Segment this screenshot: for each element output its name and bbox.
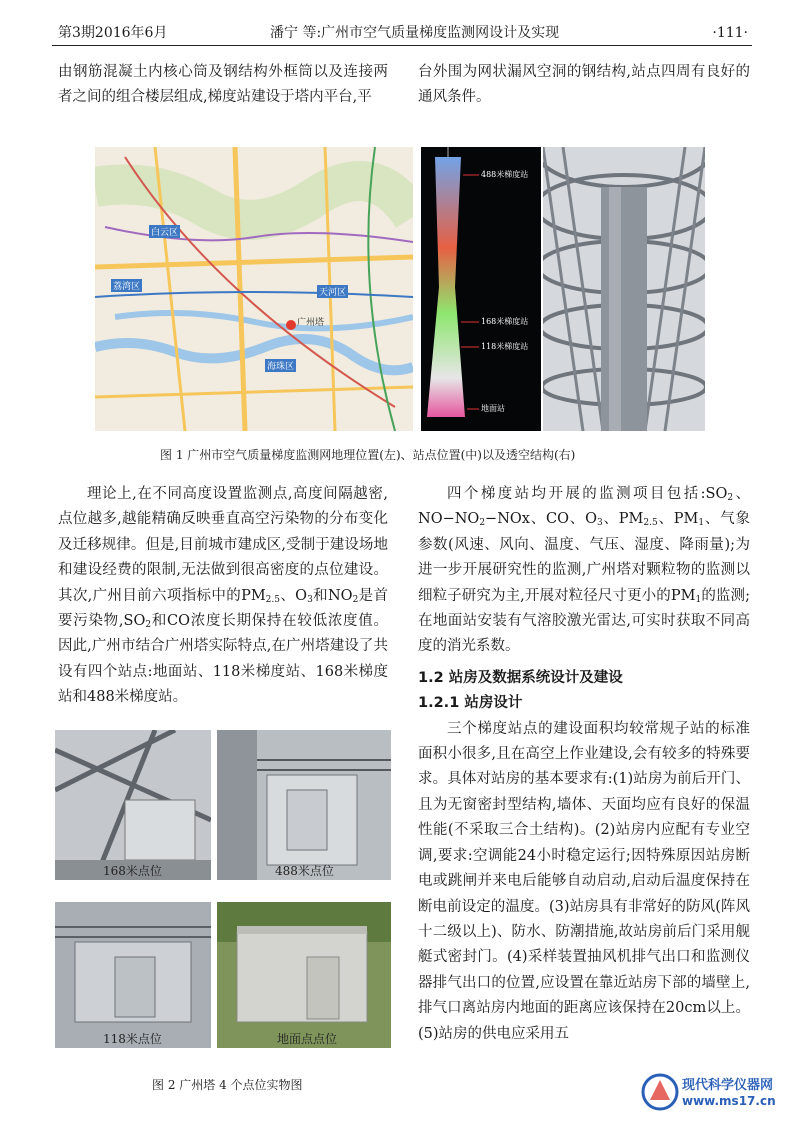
map-label-haizhu: 海珠区	[265, 359, 296, 372]
photo-label-168: 168米点位	[103, 864, 162, 878]
figure-1-caption: 图 1 广州市空气质量梯度监测网地理位置(左)、站点位置(中)以及透空结构(右)	[160, 448, 576, 462]
photo-label-118: 118米点位	[103, 1032, 162, 1046]
page-number: ·111·	[712, 25, 748, 41]
lattice-graphic	[543, 147, 705, 431]
right-paragraph-2: 三个梯度站点的建设面积均较常规子站的标准面积小很多,且在高空上作业建设,会有较多的特殊要求。具体对站房的基本要求有:(1)站房为前后开门、且为无窗密封型结构,墙体、天面均应有良好的保温性能(不采取三合土结构)。(2)站房内应配有专业空调,要求:空调能24小时稳定运行;因特殊原因站房断电或跳闸并来电后能够自动启动,启动后温度保持在断电前设定的温度。(3)站房具有非常好的防风(阵风十二级以上)、防水、防潮措施,故站房前后门采用舰艇式密封门。(4)采样装置抽风机排气出口和监测仪器排气出口的位置,应设置在靠近站房下部的墙壁上,排气口离站房内地面的距离应该保持在20cm以上。(5)站房的供电应采用五	[418, 720, 750, 1042]
photo-118m-site	[55, 902, 211, 1048]
section-heading-1-2-1: 1.2.1 站房设计	[418, 695, 523, 712]
photo-488m-site	[217, 730, 391, 880]
map-graphic	[95, 147, 413, 431]
top-left-text: 由钢筋混凝土内核心筒及钢结构外框筒以及连接两者之间的组合楼层组成,梯度站建设于塔内平台,平	[58, 64, 388, 106]
watermark-logo-icon	[640, 1072, 680, 1112]
map-label-tianhe: 天河区	[317, 285, 348, 298]
tower-label-ground: 地面站	[481, 404, 505, 413]
photo-label-ground: 地面点点位	[277, 1032, 338, 1046]
right-column-body	[418, 482, 750, 1047]
tower-image	[421, 147, 541, 431]
issue-info: 第3期2016年6月	[58, 25, 168, 41]
map-label-liwan: 荔湾区	[111, 279, 142, 292]
running-title: 潘宁 等:广州市空气质量梯度监测网设计及实现	[270, 25, 560, 41]
section-heading-1-2: 1.2 站房及数据系统设计及建设	[418, 669, 623, 686]
map-label-tower: 广州塔	[297, 318, 325, 328]
running-header	[0, 0, 800, 48]
tower-graphic	[421, 147, 541, 431]
watermark-name: 现代科学仪器网	[682, 1078, 774, 1093]
watermark-url: www.ms17.cn	[682, 1094, 776, 1108]
header-rule	[52, 45, 752, 46]
map-image	[95, 147, 413, 431]
photo-168m-site	[55, 730, 211, 880]
figure-1	[95, 147, 705, 431]
figure-2-caption: 图 2 广州塔 4 个点位实物图	[152, 1078, 303, 1092]
right-paragraph-1: 四个梯度站均开展的监测项目包括$:SO_2$、$NO-NO_2-NOx$、CO、$O_3$、$PM_{2.5}$、$PM_1$、气象参数(风速、风向、温度、气压、湿度、降雨量);为进一步开展研究性的监测,广州塔对颗粒物的监测以细粒子研究为主,开展对粒径尺寸更小的$PM_1$的监测;在地面站安装有气溶胶激光雷达,可实时获取不同高度的消光系数。	[418, 486, 751, 655]
site-watermark	[640, 1072, 790, 1116]
map-label-baiyun: 白云区	[149, 225, 180, 238]
photo-label-488: 488米点位	[275, 864, 334, 878]
lattice-structure-image	[543, 147, 705, 431]
tower-label-118: 118米梯度站	[481, 342, 529, 351]
left-column-body	[58, 482, 388, 711]
photo-ground-site	[217, 902, 391, 1048]
top-right-text: 台外围为网状漏风空洞的钢结构,站点四周有良好的通风条件。	[418, 64, 750, 106]
left-paragraph-1: 理论上,在不同高度设置监测点,高度间隔越密,点位越多,越能精确反映垂直高空污染物的分布变化及迁移规律。但是,目前城市建成区,受制于建设场地和建设经费的限制,无法做到很高密度的点位建设。其次,广州目前六项指标中的$PM_{2.5}$、$O_3$和$NO_2$是首要污染物$,SO_2$和CO浓度长期保持在较低浓度值。因此,广州市结合广州塔实际特点,在广州塔建设了共设有四个站点:地面站、118米梯度站、168米梯度站和488米梯度站。	[58, 486, 389, 706]
tower-label-488: 488米梯度站	[481, 170, 529, 179]
tower-label-168: 168米梯度站	[481, 317, 529, 326]
